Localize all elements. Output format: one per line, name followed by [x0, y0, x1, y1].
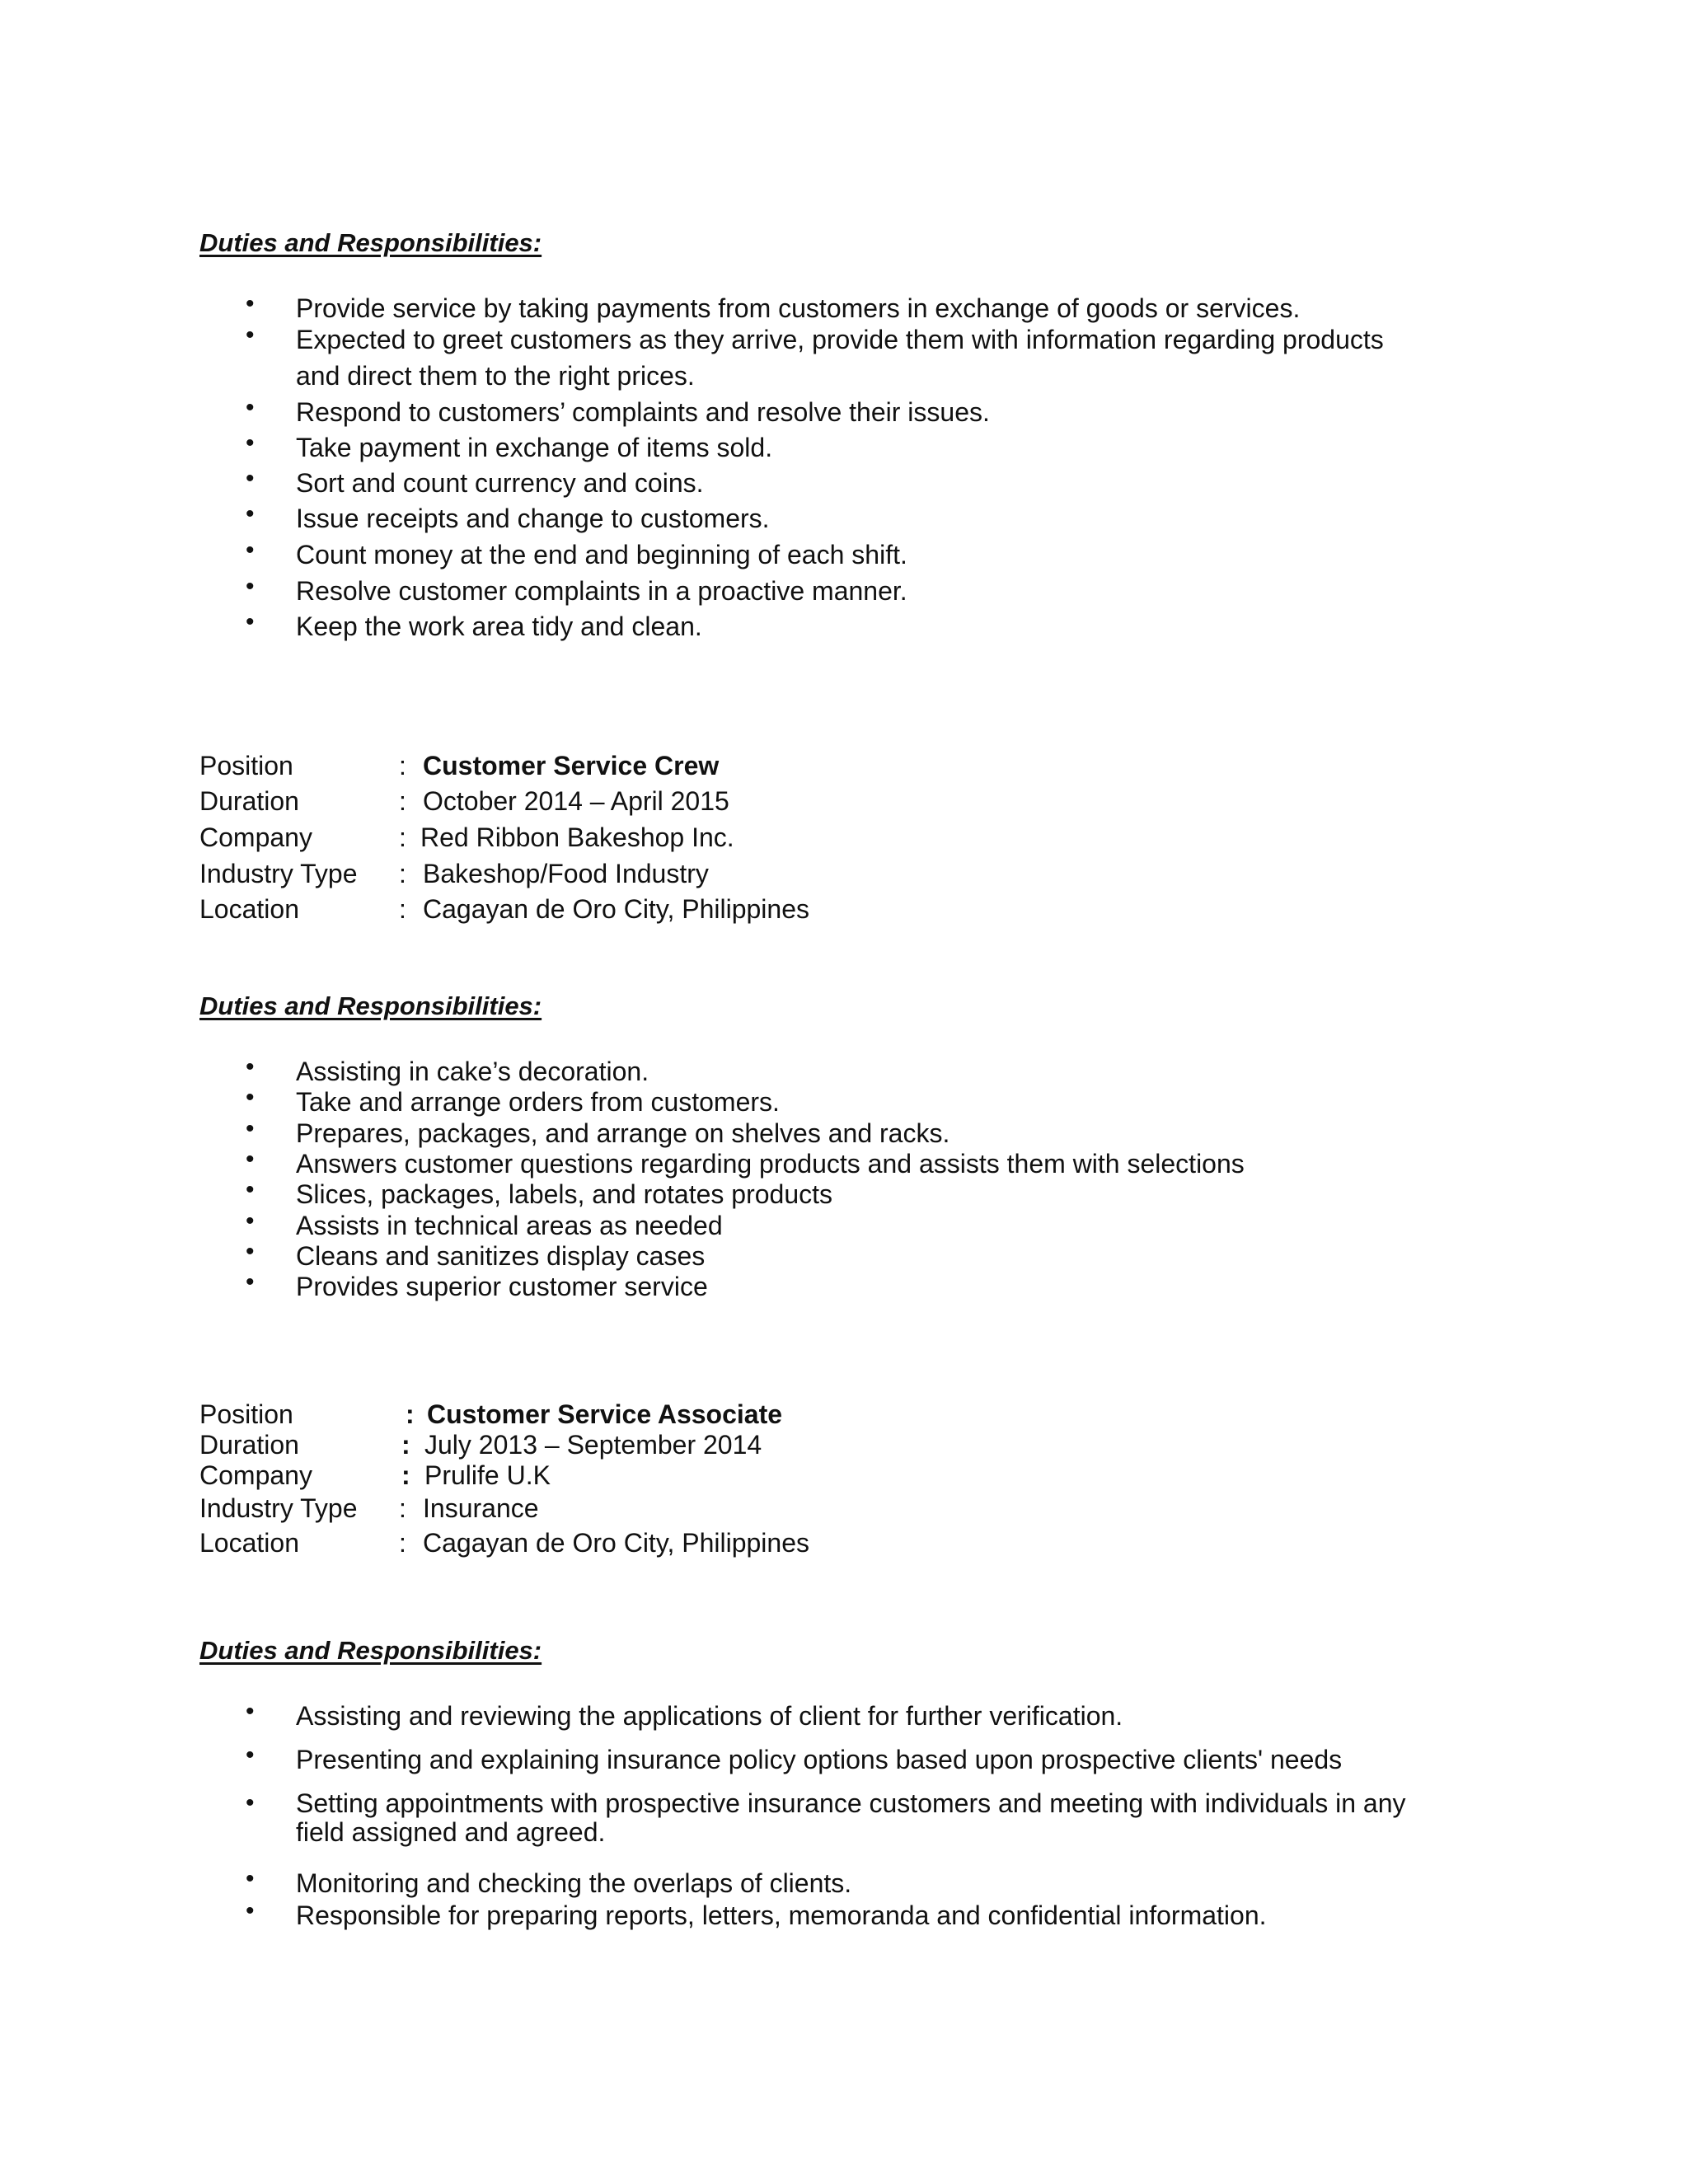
- industry-row: [0, 1492, 1688, 1528]
- bullet-icon: •: [246, 1741, 255, 1769]
- company-value: Prulife U.K: [424, 1460, 551, 1490]
- list-item-text: Assisting in cake’s decoration.: [296, 1057, 649, 1086]
- list-item-text: Keep the work area tidy and clean.: [296, 612, 702, 641]
- bullet-icon: •: [246, 1176, 255, 1203]
- position-value: Customer Service Associate: [427, 1399, 783, 1429]
- info-label: Location: [199, 1528, 299, 1558]
- company-row: [0, 1459, 1688, 1495]
- company-value: Red Ribbon Bakeshop Inc.: [420, 823, 734, 852]
- list-item-text: Presenting and explaining insurance policy options based upon prospective clients' needs: [296, 1745, 1343, 1774]
- position-row: [0, 749, 1688, 785]
- info-label: Industry Type: [199, 1493, 358, 1523]
- bullet-icon: •: [246, 1238, 255, 1265]
- list-item-text: Assisting and reviewing the applications of client for further verification.: [296, 1701, 1123, 1731]
- duration-row: [0, 785, 1688, 821]
- info-separator: :: [399, 1493, 406, 1523]
- list-item-text: Expected to greet customers as they arrive, provide them with information regarding products and direct them to the right prices.: [296, 325, 1384, 391]
- list-item-text: Slices, packages, labels, and rotates products: [296, 1179, 833, 1209]
- info-separator: :: [399, 859, 406, 888]
- bullet-icon: •: [246, 1115, 255, 1142]
- info-label: Position: [199, 751, 293, 780]
- info-label: Location: [199, 894, 299, 924]
- bullet-icon: •: [246, 290, 255, 317]
- list-item-text: Sort and count currency and coins.: [296, 468, 704, 498]
- info-label: Duration: [199, 1430, 299, 1460]
- duration-value: October 2014 – April 2015: [423, 786, 729, 816]
- bullet-icon: •: [246, 1207, 255, 1235]
- company-row: [0, 821, 1688, 857]
- info-separator: :: [399, 823, 406, 852]
- industry-value: Insurance: [423, 1493, 539, 1523]
- position-value: Customer Service Crew: [423, 751, 720, 780]
- info-separator: :: [401, 1460, 410, 1490]
- list-item-text: Assists in technical areas as needed: [296, 1211, 723, 1240]
- list-item-text: Take and arrange orders from customers.: [296, 1087, 780, 1117]
- info-label: Duration: [199, 786, 299, 816]
- list-item-text: Provides superior customer service: [296, 1272, 708, 1301]
- industry-row: [0, 857, 1688, 893]
- info-separator: :: [401, 1430, 410, 1460]
- info-separator: :: [406, 1399, 415, 1429]
- bullet-icon: •: [246, 1268, 255, 1296]
- bullet-icon: •: [246, 1698, 255, 1725]
- duties-heading-1: Duties and Responsibilities:: [199, 228, 542, 257]
- list-item-text: Count money at the end and beginning of each shift.: [296, 540, 907, 569]
- industry-value: Bakeshop/Food Industry: [423, 859, 709, 888]
- bullet-icon: •: [246, 394, 255, 421]
- info-label: Position: [199, 1399, 293, 1429]
- bullet-icon: •: [246, 465, 255, 492]
- list-item-text: Answers customer questions regarding products and assists them with selections: [296, 1149, 1245, 1179]
- bullet-icon: •: [246, 429, 255, 457]
- bullet-icon: •: [246, 573, 255, 600]
- info-label: Company: [199, 1460, 312, 1490]
- list-item-text: Provide service by taking payments from customers in exchange of goods or services.: [296, 293, 1301, 323]
- info-separator: :: [399, 1528, 406, 1558]
- bullet-icon: •: [246, 1865, 255, 1892]
- info-separator: :: [399, 786, 406, 816]
- location-row: [0, 893, 1688, 929]
- bullet-icon: •: [246, 537, 255, 564]
- duties-heading-2: Duties and Responsibilities:: [199, 991, 542, 1020]
- bullet-icon: •: [246, 1084, 255, 1111]
- bullet-icon: •: [246, 321, 255, 349]
- bullet-icon: •: [246, 1897, 255, 1924]
- duties-heading-3: Duties and Responsibilities:: [199, 1636, 542, 1665]
- bullet-icon: •: [246, 500, 255, 527]
- list-item-text: Respond to customers’ complaints and resolve their issues.: [296, 397, 990, 427]
- list-item-text: Monitoring and checking the overlaps of clients.: [296, 1868, 852, 1898]
- list-item-text: Resolve customer complaints in a proactive manner.: [296, 576, 907, 606]
- list-item-text: Cleans and sanitizes display cases: [296, 1241, 706, 1271]
- bullet-icon: •: [246, 1053, 255, 1080]
- list-item-text: Issue receipts and change to customers.: [296, 504, 770, 533]
- info-label: Industry Type: [199, 859, 358, 888]
- list-item-text: Responsible for preparing reports, letters, memoranda and confidential information.: [296, 1900, 1267, 1930]
- list-item-text: Prepares, packages, and arrange on shelves and racks.: [296, 1118, 950, 1148]
- info-separator: :: [399, 751, 406, 780]
- list-item-text: Setting appointments with prospective insurance customers and meeting with individuals in any field assigned and agreed.: [296, 1788, 1406, 1847]
- location-value: Cagayan de Oro City, Philippines: [423, 1528, 809, 1558]
- info-separator: :: [399, 894, 406, 924]
- bullet-icon: •: [246, 1146, 255, 1173]
- info-label: Company: [199, 823, 312, 852]
- location-row: [0, 1526, 1688, 1563]
- location-value: Cagayan de Oro City, Philippines: [423, 894, 809, 924]
- duration-value: July 2013 – September 2014: [424, 1430, 762, 1460]
- list-item-text: Take payment in exchange of items sold.: [296, 433, 773, 462]
- bullet-icon: •: [246, 1789, 255, 1816]
- bullet-icon: •: [246, 608, 255, 635]
